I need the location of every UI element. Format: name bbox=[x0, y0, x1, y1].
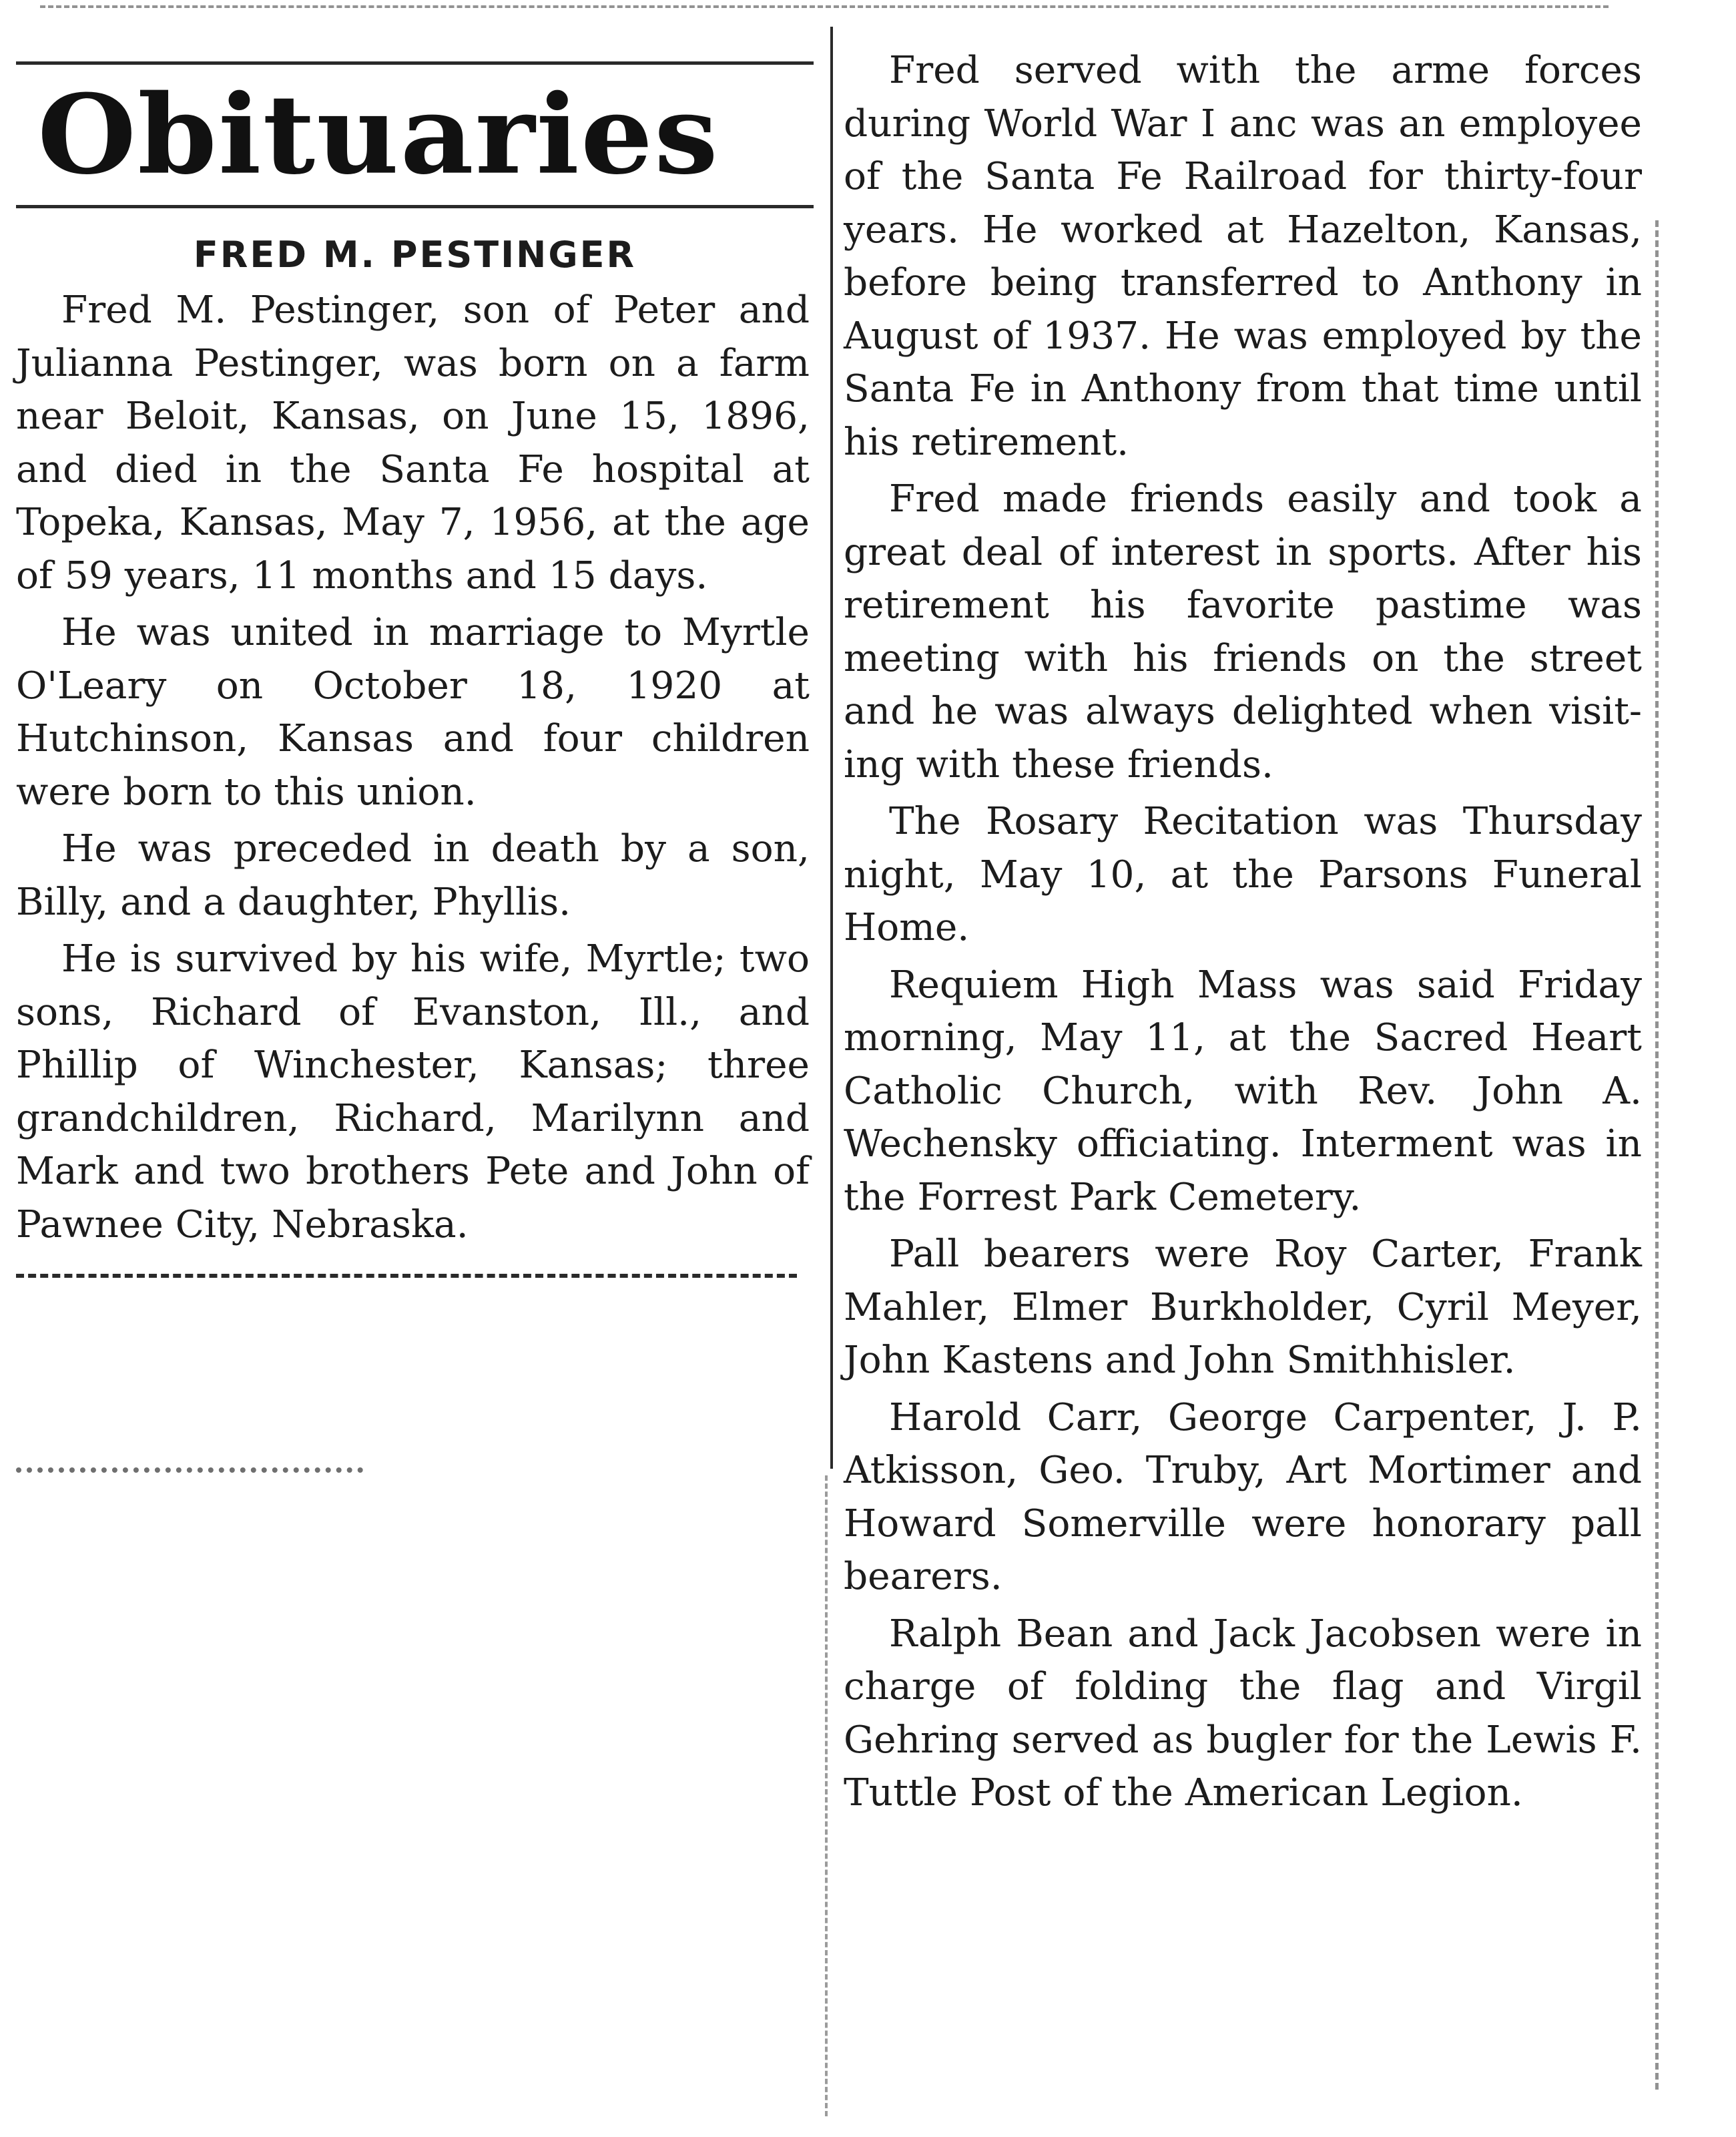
paragraph: Fred made friends easily and took a great deal of interest in sports. After his retirement his favorite pastime was meeting with his friends on the street and he was always delighted when visiting with these friends. bbox=[844, 477, 1642, 786]
masthead-title: Obituaries bbox=[37, 71, 719, 199]
paragraph: Fred M. Pestinger, son of Peter and Julianna Pestinger, was born on a farm near Beloit, Kansas, on June 15, 1896, and died in the Santa Fe hospital at Topeka, Kansas, May 7, 1956, at the age of 59 years, 11 months and 15 days. bbox=[16, 288, 810, 598]
paragraph: He is survived by his wife, Myrtle; two sons, Richard of Evanston, Ill., and Phillip of Winchester, Kansas; three grandchildren, Richard, Marilynn and Mark and two brothers Pete and John of Pawnee City, Nebraska. bbox=[16, 937, 810, 1246]
paragraph: He was united in marriage to Myrtle O'Leary on October 18, 1920 at Hutchinson, Kansas and four children were born to this union. bbox=[16, 611, 810, 814]
obituary-headline: FRED M. PESTINGER bbox=[193, 234, 637, 276]
right-column bbox=[840, 44, 1642, 1824]
masthead-top-rule bbox=[16, 61, 814, 65]
paragraph: Harold Carr, George Carpenter, J. P. Atkisson, Geo. Truby, Art Mortimer and Howard Somerville were honorary pall bearers. bbox=[844, 1395, 1642, 1598]
torn-right-edge bbox=[1655, 220, 1659, 2090]
torn-top-edge bbox=[40, 5, 1609, 27]
paragraph: The Rosary Recitation was Thursday night, May 10, at the Parsons Funeral Home. bbox=[844, 800, 1642, 949]
paragraph: Requiem High Mass was said Friday morning, May 11, at the Sacred Heart Catholic Church, with Rev. John A. Wechensky officiating. Interment was in the Forrest Park Cemetery. bbox=[844, 963, 1642, 1219]
paragraph: Pall bearers were Roy Carter, Frank Mahler, Elmer Burkholder, Cyril Meyer, John Kastens and John Smithhisler. bbox=[844, 1232, 1642, 1382]
column-divider bbox=[830, 27, 833, 1469]
section-end-rule bbox=[16, 1274, 797, 1278]
paragraph: He was preceded in death by a son, Billy, and a daughter, Phyllis. bbox=[16, 827, 810, 924]
stray-print-mark bbox=[16, 1467, 363, 1486]
left-column bbox=[16, 61, 814, 1278]
torn-inner-edge bbox=[825, 1475, 828, 2116]
masthead-bottom-rule bbox=[16, 205, 814, 208]
paragraph: Fred served with the arme forces during World War I anc was an employee of the Santa Fe Railroad for thirty-four years. He worked at Hazelton, Kansas, before being transferred to Anthony in August of 1937. He was employed by the Santa Fe in Anthony from that time until his retirement. bbox=[844, 49, 1642, 464]
paragraph: Ralph Bean and Jack Jacobsen were in charge of folding the flag and Virgil Gehring served as bugler for the Lewis F. Tuttle Post of the American Legion. bbox=[844, 1612, 1642, 1815]
